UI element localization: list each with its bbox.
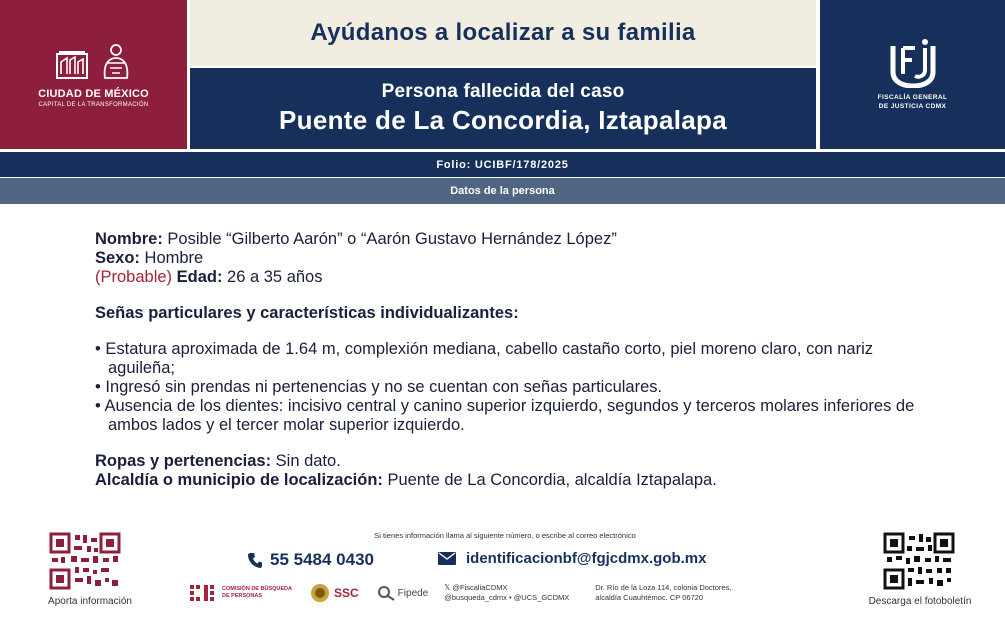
folio-bar: Folio: UCIBF/178/2025 — [0, 152, 1005, 177]
fgj-logo-name: FISCALÍA GENERAL DE JUSTICIA CDMX — [877, 94, 948, 110]
comision-logo: COMISIÓN DE BÚSQUEDA DE PERSONAS — [190, 585, 292, 601]
ropas-row: Ropas y pertenencias: Sin dato. — [95, 452, 341, 470]
qr-code-icon[interactable] — [49, 532, 121, 590]
cdmx-logo-panel — [0, 0, 187, 149]
section-title: Datos de la persona — [0, 178, 1005, 204]
sexo-row: Sexo: Hombre — [95, 249, 204, 267]
edad-row: (Probable) Edad: 26 a 35 años — [95, 268, 323, 286]
cdmx-logo-name: CIUDAD DE MÉXICO — [38, 87, 149, 100]
nombre-row: Nombre: Posible “Gilberto Aarón” o “Aarón Gustavo Hernández López” — [95, 230, 617, 248]
phone-icon — [248, 552, 262, 568]
cdmx-eagle-icon — [99, 42, 133, 82]
address: Dr. Río de la Loza 114, colonia Doctores, alcaldía Cuauhtémoc. CP 06720 — [595, 583, 732, 602]
social-handles: 𝕏 @FiscaliaCDMX @busqueda_cdmx • @UCS_GCDMX — [444, 583, 570, 602]
fipede-logo: Fipede — [377, 585, 429, 601]
senas-list — [95, 340, 935, 435]
person-details — [95, 230, 935, 490]
phone-contact[interactable] — [248, 550, 374, 570]
case-title-line1: Persona fallecida del caso — [381, 81, 625, 102]
case-title — [190, 68, 816, 149]
list-item: • Ausencia de los dientes: incisivo central y canino superior izquierdo, segundos y terceros molares inferiores de ambos lados y el tercer molar superior izquierdo. — [95, 397, 915, 434]
ssc-logo: SSC — [310, 583, 359, 603]
banner-text: Ayúdanos a localizar a su familia — [310, 19, 696, 46]
qr-right-caption: Descarga el fotoboletín — [868, 596, 972, 607]
qr-code-icon[interactable] — [883, 532, 955, 590]
case-title-line2: Puente de La Concordia, Iztapalapa — [279, 105, 727, 135]
email-contact[interactable] — [438, 550, 706, 567]
fgj-logo-icon — [885, 38, 941, 88]
qr-left-caption: Aporta información — [48, 596, 132, 607]
banner — [190, 0, 816, 66]
cdmx-shield-icon — [55, 50, 89, 82]
email-address: identificacionbf@fgjcdmx.gob.mx — [466, 550, 707, 567]
list-item: • Estatura aproximada de 1.64 m, complexión mediana, cabello castaño corto, piel moreno claro, con nariz aguileña; — [95, 340, 874, 377]
person-basic — [95, 230, 935, 287]
phone-number: 55 5484 0430 — [270, 550, 374, 569]
list-item: • Ingresó sin prendas ni pertenencias y no se cuentan con señas particulares. — [95, 378, 663, 396]
contact-info: Si tienes información llama al siguiente número, o escribe al correo electrónico — [374, 531, 636, 540]
fipede-icon — [377, 585, 395, 601]
alcaldia-row: Alcaldía o municipio de localización: Puente de La Concordia, alcaldía Iztapalapa. — [95, 471, 717, 489]
fgj-logo-panel — [820, 0, 1005, 149]
email-icon — [438, 552, 456, 565]
senas-heading: Señas particulares y características individualizantes: — [95, 304, 519, 322]
cdmx-emblem — [55, 42, 133, 82]
footer-logos — [190, 580, 830, 606]
ssc-badge-icon — [310, 583, 330, 603]
comision-icon — [190, 585, 218, 601]
cdmx-logo-sub: CAPITAL DE LA TRANSFORMACIÓN — [38, 101, 149, 108]
